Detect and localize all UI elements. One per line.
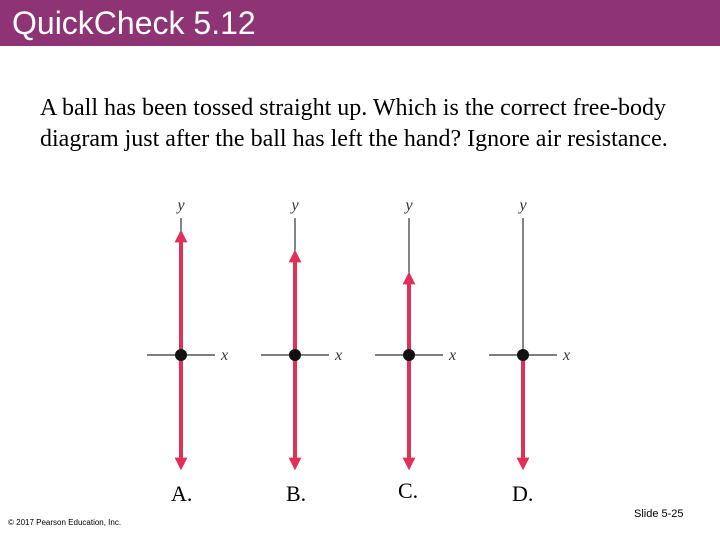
y-axis-label-d: y: [519, 197, 527, 214]
option-label-b: B.: [286, 481, 307, 506]
question-text: A ball has been tossed straight up. Which is the correct free-body diagram just after the ball has left the hand? Ignore air resistance.: [40, 95, 668, 152]
option-label-a: A.: [171, 481, 193, 506]
x-axis-label-d: x: [563, 347, 571, 364]
option-label-c: C.: [398, 478, 419, 503]
slide-number: Slide 5-25: [634, 508, 684, 520]
option-label-d: D.: [512, 481, 534, 506]
x-axis-label-c: x: [449, 347, 457, 364]
ball-dot-a: [175, 349, 187, 361]
slide-title: QuickCheck 5.12: [12, 5, 256, 41]
x-axis-label-b: x: [335, 347, 343, 364]
copyright-notice: © 2017 Pearson Education, Inc.: [8, 518, 122, 527]
ball-dot-c: [403, 349, 415, 361]
y-axis-label-b: y: [291, 197, 299, 214]
ball-dot-d: [517, 349, 529, 361]
y-axis-label-c: y: [405, 197, 413, 214]
ball-dot-b: [289, 349, 301, 361]
y-axis-label-a: y: [177, 197, 185, 214]
x-axis-label-a: x: [221, 347, 229, 364]
